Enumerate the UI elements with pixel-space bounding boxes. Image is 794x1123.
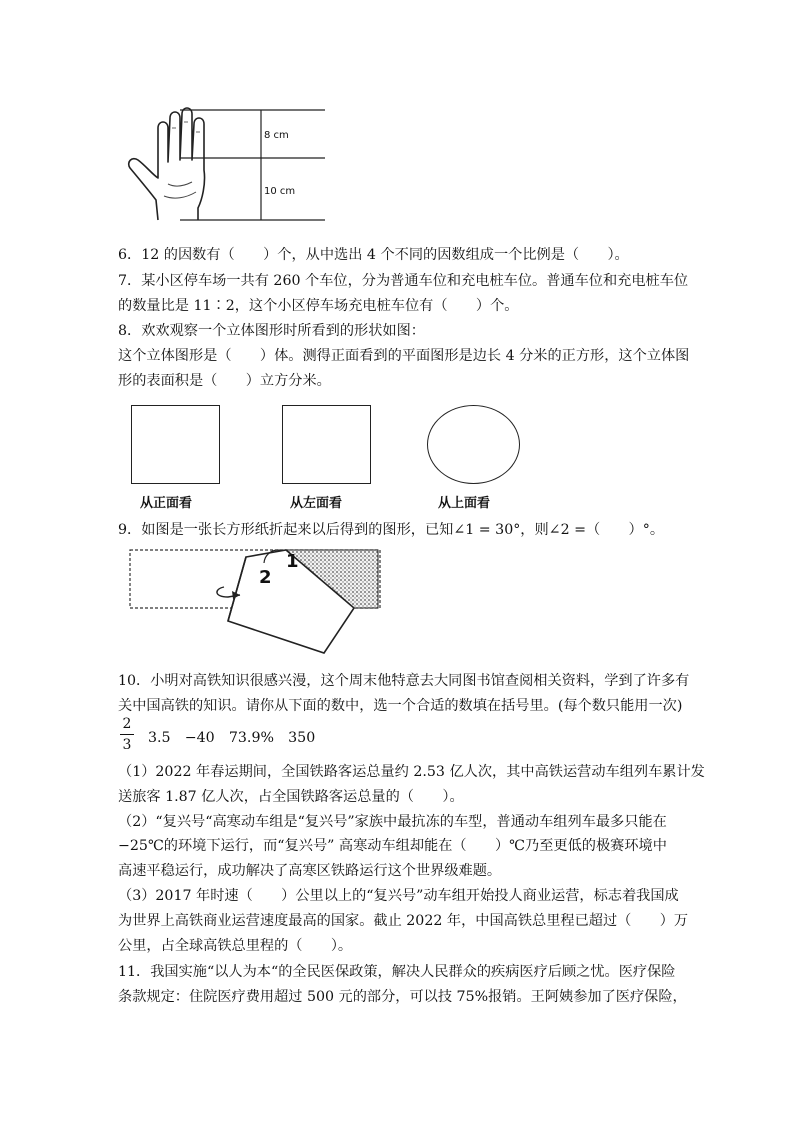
question-10-part-2-line-3: 高速平稳运行，成功解决了高寒区铁路运行这个世界级难题。 [118,863,502,879]
question-8-line-2: 这个立体图形是（ ）体。测得正面看到的平面图形是边长 4 分米的正方形，这个立体图 [118,348,690,364]
question-7-line-1: 7．某小区停车场一共有 260 个车位，分为普通车位和充电桩车位。普通车位和充电桩车位 [118,273,689,289]
question-10-part-2-line-2: −25℃的环境下运行，而“复兴号” 高寒动车组却能在（ ）℃乃至更低的极赛环境中 [118,838,667,854]
angle-2-label: 2 [259,567,272,588]
question-11-line-2: 条款规定：住院医疗费用超过 500 元的部分，可以技 75%报销。王阿姨参加了医疗保险， [118,989,687,1005]
question-6: 6．12 的因数有（ ）个，从中选出 4 个不同的因数组成一个比例是（ ）。 [118,247,629,263]
view-top-caption: 从上面看 [438,496,491,511]
hand-figure [120,104,330,226]
question-11-line-1: 11．我国实施“以人为本“的全民医保政策，解决人民群众的疾病医疗后顾之忧。医疗保险 [118,964,676,980]
question-10-part-3-line-2: 为世界上高铁商业运营速度最高的国家。截止 2022 年，中国高铁总里程已超过（ ）万 [118,913,689,929]
view-left-square [282,405,371,484]
fraction-denominator: 3 [122,737,132,753]
hand-drawing [120,104,330,226]
question-8-line-1: 8．欢欢观察一个立体图形时所看到的形状如图： [118,323,425,339]
question-10-part-1-line-2: 送旅客 1.87 亿人次，占全国铁路客运总量的（ ）。 [118,789,464,805]
question-9: 9．如图是一张长方形纸折起来以后得到的图形，已知∠1 = 30°，则∠2 =（ ）°。 [118,522,665,538]
fraction-two-thirds [120,716,134,753]
question-10-part-3-line-3: 公里，占全球高铁总里程的（ ）。 [118,938,353,954]
fraction-numerator: 2 [122,716,132,732]
view-front-square [131,405,220,484]
question-10-part-2-line-1: （2）“复兴号“高寒动车组是“复兴号”家族中最抗冻的车型，普通动车组列车最多只能在 [118,814,667,830]
folded-paper-drawing [128,547,384,657]
question-10-part-1-line-1: （1）2022 年春运期间，全国铁路客运总量约 2.53 亿人次，其中高铁运营动车组列车累计发 [118,764,705,780]
fraction-bar [120,734,134,735]
measure-label-8cm: 8 cm [264,130,289,141]
measure-label-10cm: 10 cm [264,186,296,197]
question-7-line-2: 的数量比是 11∶2，这个小区停车场充电桩车位有（ ）个。 [118,298,519,314]
question-10-line-1: 10．小明对高铁知识很感兴漫，这个周末他特意去大同图书馆查阅相关资料，学到了许多有 [118,673,690,689]
question-8-line-3: 形的表面积是（ ）立方分米。 [118,373,331,389]
number-choices: 3.5 −40 73.9% 350 [148,730,316,746]
question-10-part-3-line-1: （3）2017 年时速（ ）公里以上的“复兴号”动车组开始投人商业运营，标志着我国成 [118,888,679,904]
folded-paper-figure [128,547,384,657]
angle-1-label: 1 [286,551,299,572]
view-front-caption: 从正面看 [140,496,193,511]
question-10-line-2: 关中国高铁的知识。请你从下面的数中，选一个合适的数填在括号里。(每个数只能用一次) [118,698,683,714]
view-top-circle [427,405,520,484]
view-left-caption: 从左面看 [290,496,343,511]
